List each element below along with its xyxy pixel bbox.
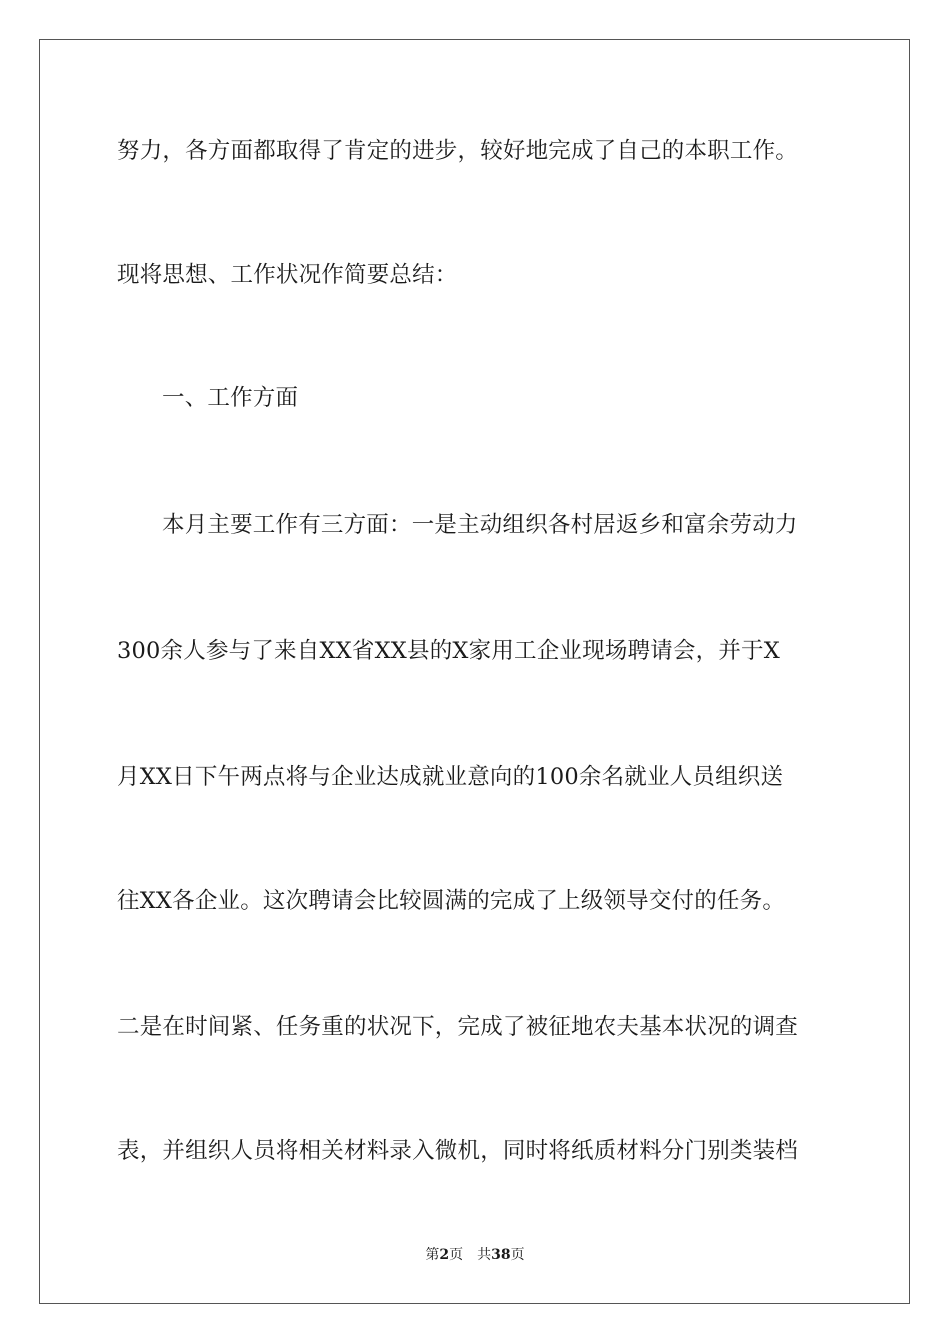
footer-page-prefix: 第 [425,1247,440,1263]
footer-page-suffix: 页 [449,1247,464,1263]
body-line-7: 往XX各企业。这次聘请会比较圆满的完成了上级领导交付的任务。 [117,888,786,914]
page-border [39,39,910,1304]
body-line-2: 现将思想、工作状况作简要总结： [117,262,458,288]
footer-total-suffix: 页 [510,1247,525,1263]
footer-total-pages: 38 [491,1247,511,1263]
body-line-9: 表，并组织人员将相关材料录入微机，同时将纸质材料分门别类装档 [117,1138,799,1164]
section-heading-work: 一、工作方面 [162,385,299,411]
page-footer [0,1246,950,1264]
body-line-1: 努力，各方面都取得了肯定的进步，较好地完成了自己的本职工作。 [117,138,799,164]
body-line-8: 二是在时间紧、任务重的状况下，完成了被征地农夫基本状况的调查 [117,1014,799,1040]
body-line-4: 本月主要工作有三方面：一是主动组织各村居返乡和富余劳动力 [162,512,798,538]
footer-total-prefix: 共 [477,1247,492,1263]
body-line-6: 月XX日下午两点将与企业达成就业意向的100余名就业人员组织送 [117,764,784,790]
footer-page-number: 2 [439,1247,450,1263]
body-line-5: 300余人参与了来自XX省XX县的X家用工企业现场聘请会，并于X [117,638,780,664]
